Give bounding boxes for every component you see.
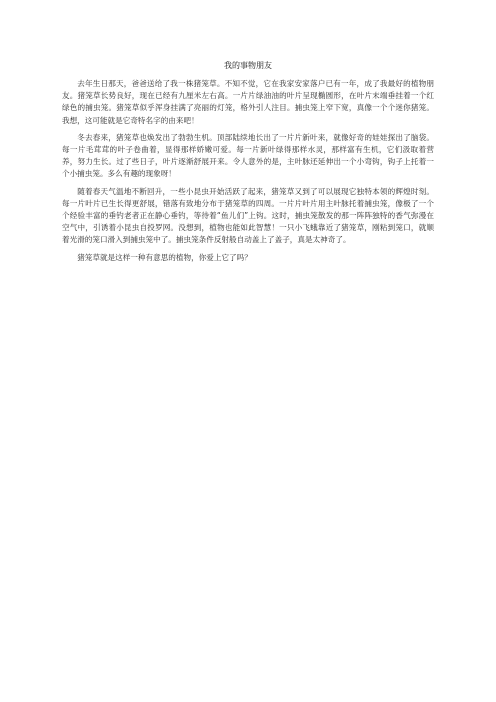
document-title: 我的事物朋友 [224, 61, 272, 70]
paragraph-4: 猪笼草就是这样一种有意思的植物，你爱上它了吗？ [77, 252, 252, 262]
document-body [62, 60, 434, 269]
paragraph-3: 随着春天气温地不断回升，一些小昆虫开始活跃了起来，猪笼草又到了可以展现它独特本领的辉煌时刻。每一片叶片已生长得更舒展，错落有致地分布于猪笼草的四周。一片片叶片用主叶脉托着捕虫笼，像极了一个个经验丰富的垂钓老者正在静心垂钓，等待着“鱼儿们”上钩。这时，捕虫笼散发的那一阵阵独特的香气弥漫在空气中，引诱着小昆虫自投罗网。没想到，植物也能如此智慧！一只小飞蛾靠近了猪笼草，刚粘到笼口，就顺着光滑的笼口滑入到捕虫笼中了。捕虫笼条件反射般自动盖上了盖子，真是太神奇了。 [62, 186, 434, 245]
paragraph-1: 去年生日那天，爸爸送给了我一株猪笼草。不知不觉，它在我家安家落户已有一年，成了我最好的植物朋友。猪笼草长势良好，现在已经有九厘米左右高。一片片绿油油的叶片呈现椭圆形，在叶片末端垂挂着一个红绿色的捕虫笼。猪笼草似乎浑身挂满了亮丽的灯笼，格外引人注目。捕虫笼上窄下宽，真像一个个迷你猪笼。我想，这可能就是它奇特名字的由来吧！ [62, 79, 434, 125]
paragraph-2: 冬去春来，猪笼草也焕发出了勃勃生机。顶部陆续地长出了一片片新叶来，就像好奇的娃娃探出了脑袋。每一片毛茸茸的叶子卷曲着，显得那样娇嫩可爱。每一片新叶绿得那样水灵，那样富有生机，它们汲取着营养，努力生长。过了些日子，叶片逐渐舒展开来。令人意外的是，主叶脉还延伸出一个小弯钩，钩子上托着一个小捕虫笼。多么有趣的现象呀！ [62, 132, 434, 179]
